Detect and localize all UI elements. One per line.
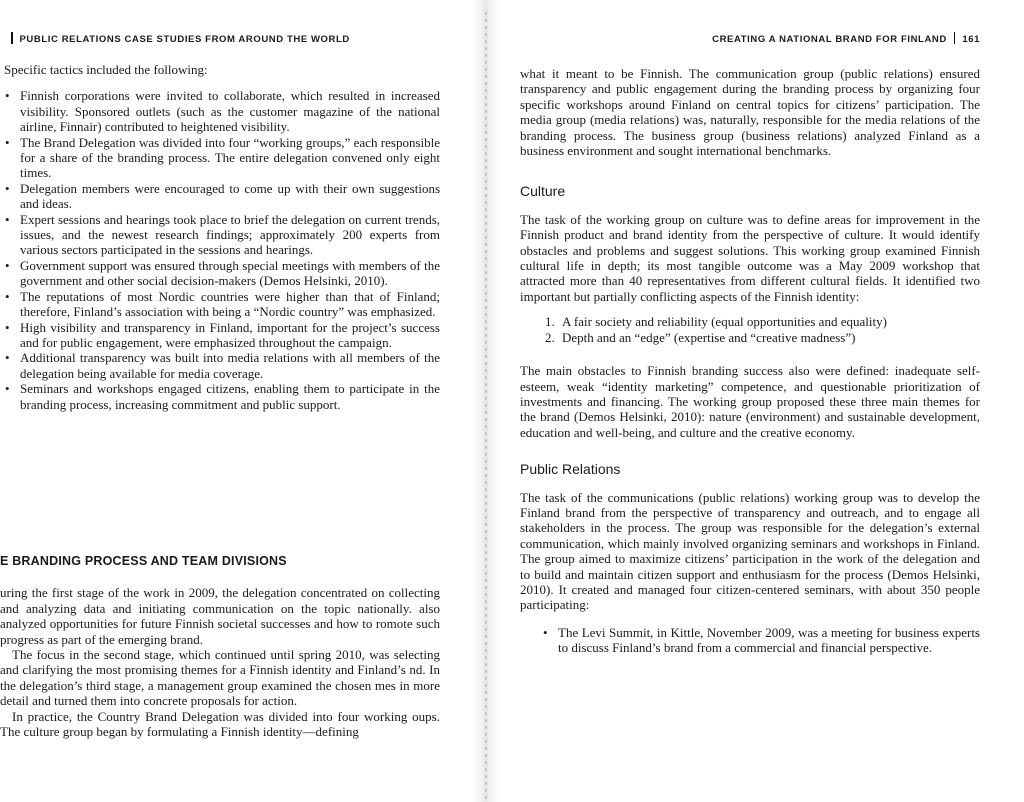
running-head-divider [11,32,13,44]
paragraph: The main obstacles to Finnish branding success also were defined: inadequate self-esteem, weak “identity marketing” competence, and questionable prioritization of investments and financing. The working group proposed these three main themes for the brand (Demos Helsinki, 2010): nature (environment) and sustainable development, education and well-being, and culture and the creative economy. [520,363,980,440]
left-page [0,0,472,802]
list-item: • The Brand Delegation was divided into four “working groups,” each responsible for a share of the branding process. The entire delegation convened only eight times. [4,135,440,181]
tactics-intro: Specific tactics included the following: [4,62,208,77]
book-gutter [472,0,500,802]
running-head-divider [954,32,956,44]
paragraph: In practice, the Country Brand Delegation was divided into four working oups. The culture group began by formulating a Finnish identity—defining [0,708,440,740]
list-item: • Delegation members were encouraged to come up with their own suggestions and ideas. [4,181,440,212]
list-item: 1. A fair society and reliability (equal opportunities and equality) [558,314,980,329]
list-item: • Expert sessions and hearings took place to brief the delegation on current trends, issues, and the newest research findings; approximately 200 experts from various sectors participated in the sessions and hearings. [4,212,440,258]
right-running-head [712,32,980,45]
list-item: • The reputations of most Nordic countries were higher than that of Finland; therefore, Finland’s association with being a “Nordic country” was emphasized. [4,289,440,320]
culture-list [520,314,980,345]
left-running-head-text: PUBLIC RELATIONS CASE STUDIES FROM AROUND THE WORLD [19,34,350,45]
list-item: • The Levi Summit, in Kittle, November 2009, was a meeting for business experts to discuss Finland’s brand from a commercial and financial perspective. [542,625,980,656]
branding-process-section [0,554,440,739]
right-page [500,0,1024,802]
culture-heading: Culture [520,183,566,200]
tactics-list [4,88,440,412]
right-body [520,66,980,656]
left-running-head [4,32,350,45]
public-relations-heading: Public Relations [520,461,621,478]
section-heading: E BRANDING PROCESS AND TEAM DIVISIONS [0,554,287,568]
page-number: 161 [962,34,980,45]
paragraph: The focus in the second stage, which continued until spring 2010, was selecting and clarifying the most promising themes for a Finnish identity and Finland’s nd. In the delegation’s third stage, a management group examined the chosen mes in more detail and turned them into concrete proposals for action. [0,647,440,709]
paragraph: The task of the communications (public relations) working group was to develop the Finland brand from the perspective of transparency and outreach, and to engage all stakeholders in the process. The group was responsible for the delegation’s external communication, which mainly involved organizing seminars and workshops in Finland. The group aimed to maximize citizens’ participation in the work of the delegation and to build and maintain citizen support and enthusiasm for the process (Demos Helsinki, 2010). It created and managed four citizen-centered seminars, with about 350 people participating: [520,489,980,613]
paragraph: what it meant to be Finnish. The communication group (public relations) ensured transparency and public engagement during the branding process by organizing four specific workshops around Finland on central topics for citizens’ participation. The media group (media relations) was, naturally, responsible for the media relations of the branding process. The business group (business relations) analyzed Finland as a business environment and sought international benchmarks. [520,66,980,159]
list-item: 2. Depth and an “edge” (expertise and “creative madness”) [558,330,980,345]
pr-list [542,625,980,656]
paragraph: The task of the working group on culture was to define areas for improvement in the Finnish product and brand identity from the perspective of culture. It would identify obstacles and problems and suggest solutions. This working group examined Finnish cultural life in depth; its most tangible outcome was a May 2009 workshop that attracted more than 40 representatives from different cultural fields. It identified two important but partially conflicting aspects of the Finnish identity: [520,211,980,304]
paragraph: uring the first stage of the work in 2009, the delegation concentrated on collecting and analyzing data and initiating communication on the topic nationally. also analyzed opportunities for future Finnish societal successes and how to romote such progress as part of the emerging brand. [0,585,440,647]
left-body [4,62,440,412]
list-item: • Finnish corporations were invited to collaborate, which resulted in increased visibility. Sponsored outlets (such as the customer magazine of the national airline, Finnair) contributed to heightened visibility. [4,88,440,134]
list-item: • Additional transparency was built into media relations with all members of the delegation being available for media coverage. [4,350,440,381]
list-item: • Seminars and workshops engaged citizens, enabling them to participate in the branding process, increasing commitment and public support. [4,381,440,412]
list-item: • High visibility and transparency in Finland, important for the project’s success and for public engagement, were emphasized throughout the campaign. [4,320,440,351]
right-running-head-text: CREATING A NATIONAL BRAND FOR FINLAND [712,34,947,45]
gutter-noise [484,10,488,800]
list-item: • Government support was ensured through special meetings with members of the government and other social decision-makers (Demos Helsinki, 2010). [4,258,440,289]
